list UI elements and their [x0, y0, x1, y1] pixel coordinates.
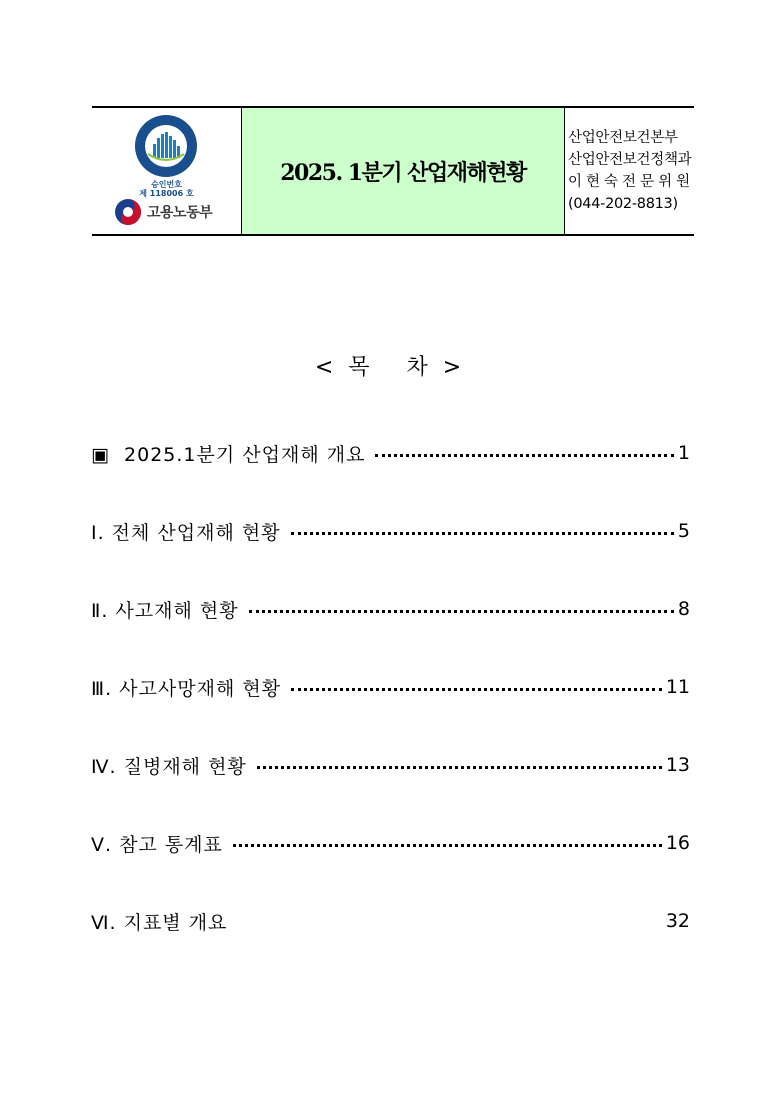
toc-item[interactable]: [91, 674, 690, 700]
toc-item-page: 11: [665, 676, 690, 698]
toc-item-page: 32: [665, 910, 690, 932]
approval-label: 승인번호: [151, 180, 182, 189]
toc-item-page: 5: [677, 520, 690, 542]
toc-item-page: 13: [665, 754, 690, 776]
toc-item-label: Ⅵ. 지표별 개요: [91, 911, 228, 934]
toc-item[interactable]: [91, 596, 690, 622]
logo-cell: [92, 108, 242, 234]
taegeuk-emblem-icon: [114, 198, 142, 226]
toc-leader-dots: [249, 610, 674, 613]
toc-leader-dots: [233, 844, 662, 847]
contact-line: 이 현 숙 전 문 위 원: [568, 174, 690, 190]
contact-cell: [565, 108, 694, 234]
contact-line: 산업안전보건정책과: [568, 152, 692, 168]
document-title: 2025. 1분기 산업재해현황: [280, 159, 526, 186]
toc-item[interactable]: [91, 830, 690, 856]
approval-number: 제 118006 호: [139, 189, 194, 198]
toc-item-label: Ⅰ. 전체 산업재해 현황: [91, 521, 281, 544]
toc-leader-dots: [291, 532, 674, 535]
toc-item-page: 8: [677, 598, 690, 620]
title-cell: [242, 108, 565, 234]
toc-leader-dots: [291, 688, 662, 691]
ministry-logo: [114, 198, 212, 226]
toc-item[interactable]: [91, 518, 690, 544]
toc-item[interactable]: [91, 908, 690, 934]
contact-line: (044-202-8813): [568, 196, 678, 212]
toc-item-page: 16: [665, 832, 690, 854]
toc-title: < 목 차 >: [314, 355, 466, 380]
toc-item-label: ▣ 2025.1분기 산업재해 개요: [91, 443, 366, 466]
toc-item-page: 1: [677, 442, 690, 464]
document-header: [92, 106, 694, 236]
toc-item-label: Ⅳ. 질병재해 현황: [91, 755, 247, 778]
toc-leader-dots: [375, 454, 673, 457]
toc-item[interactable]: [91, 440, 690, 466]
ministry-name: 고용노동부: [147, 205, 213, 221]
contact-line: 산업안전보건본부: [568, 130, 678, 146]
toc-item-label: Ⅱ. 사고재해 현황: [91, 599, 239, 622]
toc-item-label: Ⅲ. 사고사망재해 현황: [91, 677, 282, 700]
toc-item-label: Ⅴ. 참고 통계표: [91, 833, 223, 856]
toc-item[interactable]: [91, 752, 690, 778]
national-statistics-seal-icon: [134, 114, 198, 178]
toc-leader-dots: [257, 766, 662, 769]
